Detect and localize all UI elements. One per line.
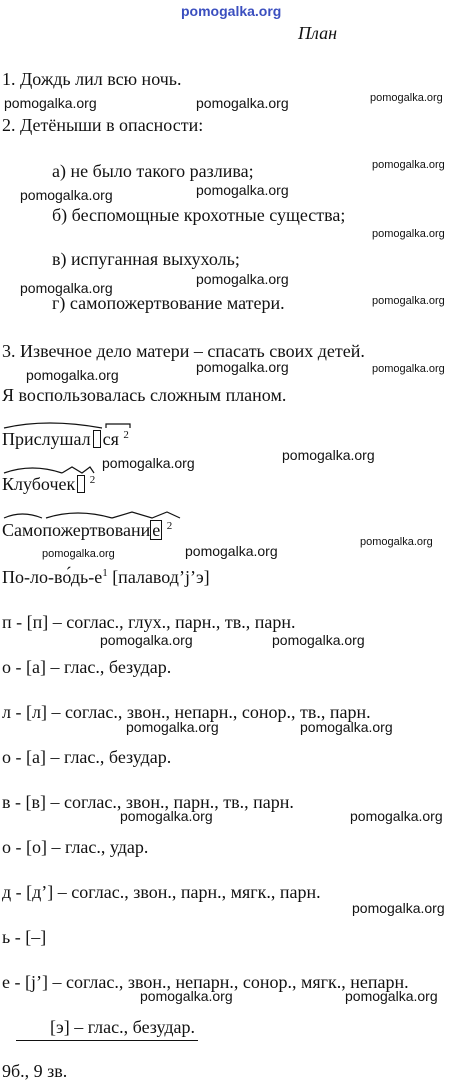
morpheme-marks-2 xyxy=(2,467,122,507)
sound-row-2: о - [а] – глас., безудар. xyxy=(2,657,172,677)
watermark: pomogalka.org xyxy=(372,295,445,307)
watermark: pomogalka.org xyxy=(350,808,443,824)
watermark: pomogalka.org xyxy=(196,359,289,375)
watermark: pomogalka.org xyxy=(360,536,433,548)
watermark: pomogalka.org xyxy=(42,548,115,560)
morpheme-sup-1: 2 xyxy=(123,429,129,441)
watermark: pomogalka.org xyxy=(102,455,195,471)
phonetic-transcription: [палавод’j’э] xyxy=(112,567,210,587)
watermark: pomogalka.org xyxy=(126,719,219,735)
morpheme-sup-2: 2 xyxy=(89,474,96,486)
watermark: pomogalka.org xyxy=(20,280,113,296)
phonetic-word: По-ло-во́дь-е xyxy=(2,567,103,587)
watermark: pomogalka.org xyxy=(185,543,278,559)
morpheme-root-1: Прислушал xyxy=(2,429,91,449)
morpheme-word-1 xyxy=(2,430,129,448)
total-count: 9б., 9 зв. xyxy=(2,1061,68,1081)
watermark: pomogalka.org xyxy=(282,447,375,463)
watermark: pomogalka.org xyxy=(26,367,119,383)
sound-row-3: л - [л] – соглас., звон., непарн., сонор., тв., парн. xyxy=(2,702,371,722)
watermark: pomogalka.org xyxy=(20,187,113,203)
phonetic-header xyxy=(2,568,210,586)
sound-row-6: о - [о] – глас., удар. xyxy=(2,837,149,857)
watermark: pomogalka.org xyxy=(372,228,445,240)
watermark: pomogalka.org xyxy=(196,95,289,111)
morpheme-suffix-1: ся xyxy=(102,429,119,449)
watermark: pomogalka.org xyxy=(345,988,438,1004)
watermark: pomogalka.org xyxy=(100,632,193,648)
watermark: pomogalka.org xyxy=(4,95,97,111)
phonetic-sup: 1 xyxy=(102,567,108,579)
sound-row-7: д - [д’] – соглас., звон., парн., мягк., парн. xyxy=(2,882,321,902)
sound-row-8: ь - [–] xyxy=(2,927,47,947)
watermark: pomogalka.org xyxy=(372,363,445,375)
watermark: pomogalka.org xyxy=(372,159,445,171)
plan-subitem-a: а) не было такого разлива; xyxy=(52,161,254,181)
watermark: pomogalka.org xyxy=(272,632,365,648)
watermark: pomogalka.org xyxy=(196,271,289,287)
sound-row-1: п - [п] – соглас., глух., парн., тв., парн. xyxy=(2,612,296,632)
plan-subitem-c: в) испуганная выхухоль; xyxy=(52,249,240,269)
sound-row-5: в - [в] – соглас., звон., парн., тв., парн. xyxy=(2,792,294,812)
watermark: pomogalka.org xyxy=(120,808,213,824)
morpheme-root-3: Самопожертвовани xyxy=(2,520,151,540)
plan-item-2: 2. Детёныши в опасности: xyxy=(2,115,204,135)
morpheme-word-2 xyxy=(2,475,95,493)
watermark: pomogalka.org xyxy=(370,92,443,104)
morpheme-root-2: Клубочек xyxy=(2,474,76,494)
plan-subitem-d: г) самопожертвование матери. xyxy=(52,293,285,313)
watermark: pomogalka.org xyxy=(352,900,445,916)
plan-title: План xyxy=(298,23,337,43)
plan-subitem-b: б) беспомощные крохотные существа; xyxy=(52,205,346,225)
plan-item-1: 1. Дождь лил всю ночь. xyxy=(2,69,182,89)
ending-box-3: е xyxy=(152,520,161,540)
watermark: pomogalka.org xyxy=(196,182,289,198)
watermark: pomogalka.org xyxy=(300,719,393,735)
morpheme-marks-3 xyxy=(2,512,202,552)
watermark: pomogalka.org xyxy=(140,988,233,1004)
sound-underline xyxy=(16,1040,198,1041)
morpheme-sup-3: 2 xyxy=(166,520,173,532)
plan-note: Я воспользовалась сложным планом. xyxy=(2,385,287,405)
plan-item-3: 3. Извечное дело матери – спасать своих детей. xyxy=(2,341,365,361)
sound-row-4: о - [а] – глас., безудар. xyxy=(2,747,172,767)
sound-row-9: е - [j’] – соглас., звон., непарн., сонор., мягк., непарн. xyxy=(2,972,409,992)
sound-row-10: [э] – глас., безудар. xyxy=(50,1017,196,1037)
header-watermark: pomogalka.org xyxy=(181,3,282,19)
morpheme-word-3 xyxy=(2,520,172,540)
